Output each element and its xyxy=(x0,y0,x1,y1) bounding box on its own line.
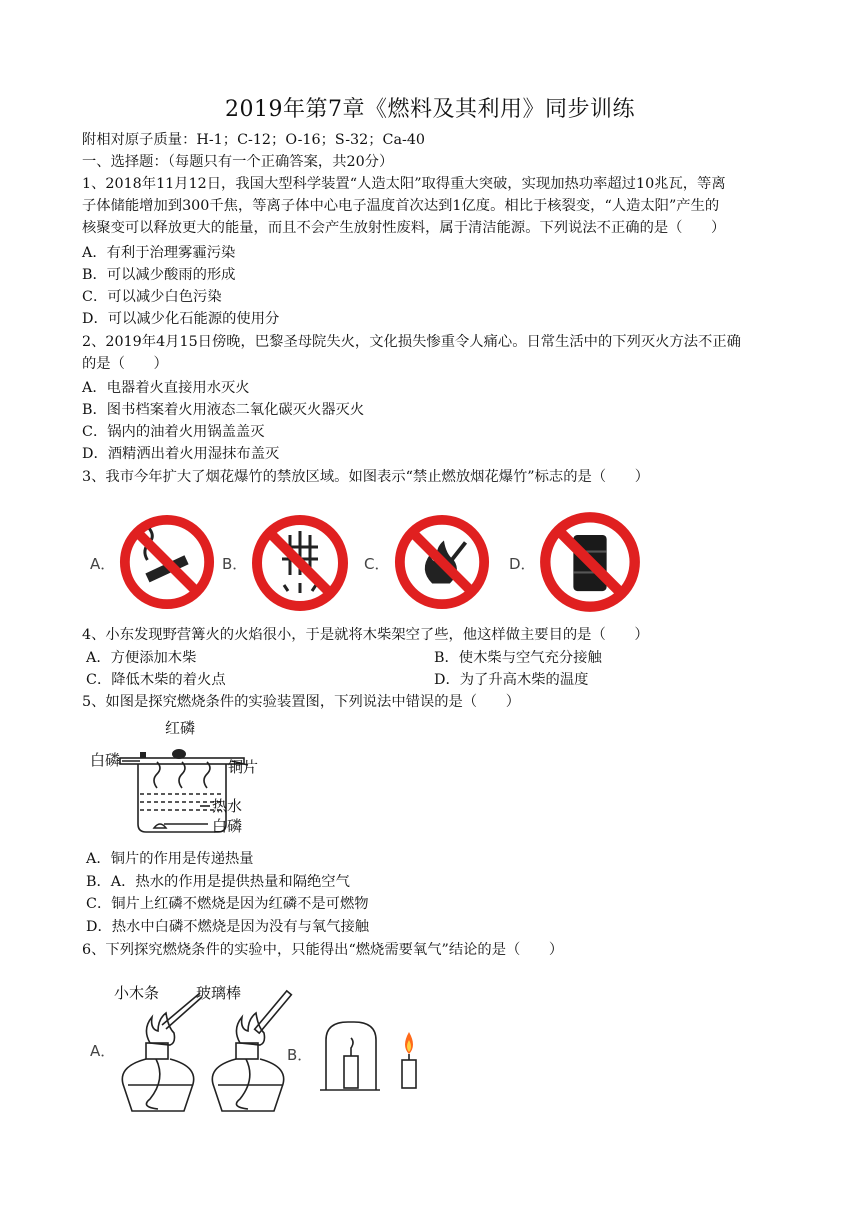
candle-bell-jar-diagram xyxy=(318,1020,438,1092)
question-1-line-1: 1、2018年11月12日，我国大型科学装置“人造太阳”取得重大突破，实现加热功率超过10兆瓦，等离 xyxy=(82,176,726,192)
no-smoking-sign xyxy=(118,513,216,611)
q3-image-label-c: C． xyxy=(364,555,390,573)
q3-image-label-d: D． xyxy=(509,555,536,573)
q4-option-b: B．使木柴与空气充分接触 xyxy=(434,650,602,666)
label-white-phosphorus-bottom: 白磷 xyxy=(212,817,243,835)
question-5: 5、如图是探究燃烧条件的实验装置图，下列说法中错误的是（ ） xyxy=(82,694,520,710)
question-6: 6、下列探究燃烧条件的实验中，只能得出“燃烧需要氧气”结论的是（ ） xyxy=(82,942,564,958)
no-flammables-barrel-sign xyxy=(538,510,642,614)
q3-image-label-b: B． xyxy=(222,555,248,573)
no-fireworks-sign xyxy=(250,513,350,613)
q5-option-c: C．铜片上红磷不燃烧是因为红磷不是可燃物 xyxy=(86,896,369,912)
q6-image-label-a: A． xyxy=(90,1042,116,1060)
q2-option-a: A．电器着火直接用水灭火 xyxy=(82,380,250,396)
no-open-flame-sign xyxy=(393,513,491,611)
question-4: 4、小东发现野营篝火的火焰很小，于是就将木柴架空了些，他这样做主要目的是（ ） xyxy=(82,627,649,643)
question-2-line-1: 2、2019年4月15日傍晚，巴黎圣母院失火，文化损失惨重令人痛心。日常生活中的下列灭火方法不正确 xyxy=(82,334,741,350)
question-1-line-3: 核聚变可以释放更大的能量，而且不会产生放射性废料，属于清洁能源。下列说法不正确的是（ ） xyxy=(82,220,726,236)
label-white-phosphorus-top: 白磷 xyxy=(90,751,121,769)
question-3: 3、我市今年扩大了烟花爆竹的禁放区域。如图表示“禁止燃放烟花爆竹”标志的是（ ） xyxy=(82,469,649,485)
q5-option-d: D．热水中白磷不燃烧是因为没有与氧气接触 xyxy=(86,919,370,935)
q2-option-b: B．图书档案着火用液态二氧化碳灭火器灭火 xyxy=(82,402,365,418)
q1-option-d: D．可以减少化石能源的使用分 xyxy=(82,311,280,327)
label-wood-stick: 小木条 xyxy=(114,984,160,1002)
q1-option-c: C．可以减少白色污染 xyxy=(82,289,222,305)
section-heading: 一、选择题：（每题只有一个正确答案，共20分） xyxy=(82,154,394,170)
q5-option-a: A．铜片的作用是传递热量 xyxy=(86,851,254,867)
q4-option-c: C．降低木柴的着火点 xyxy=(86,672,226,688)
page-title: 2019年第7章《燃料及其利用》同步训练 xyxy=(225,97,635,122)
q3-image-label-a: A． xyxy=(90,555,116,573)
label-red-phosphorus: 红磷 xyxy=(165,719,196,737)
q4-option-a: A．方便添加木柴 xyxy=(86,650,197,666)
atomic-mass-note: 附相对原子质量：H-1；C-12；O-16；S-32；Ca-40 xyxy=(82,132,426,148)
label-hot-water: 热水 xyxy=(212,797,243,815)
label-copper-sheet: 铜片 xyxy=(228,758,259,776)
q4-option-d: D．为了升高木柴的温度 xyxy=(434,672,589,688)
q2-option-c: C．锅内的油着火用锅盖盖灭 xyxy=(82,424,265,440)
question-1-line-2: 子体储能增加到300千焦，等离子体中心电子温度首次达到1亿度。相比于核裂变，“人造太阳”产生的 xyxy=(82,198,720,214)
label-glass-rod: 玻璃棒 xyxy=(196,984,242,1002)
q6-image-label-b: B． xyxy=(287,1046,313,1064)
alcohol-lamp-experiment-diagram xyxy=(110,985,313,1113)
q1-option-a: A．有利于治理雾霾污染 xyxy=(82,245,236,261)
q5-option-b: B．A．热水的作用是提供热量和隔绝空气 xyxy=(86,874,350,890)
q1-option-b: B．可以减少酸雨的形成 xyxy=(82,267,236,283)
q2-option-d: D．酒精洒出着火用湿抹布盖灭 xyxy=(82,446,280,462)
question-2-line-2: 的是（ ） xyxy=(82,356,168,372)
